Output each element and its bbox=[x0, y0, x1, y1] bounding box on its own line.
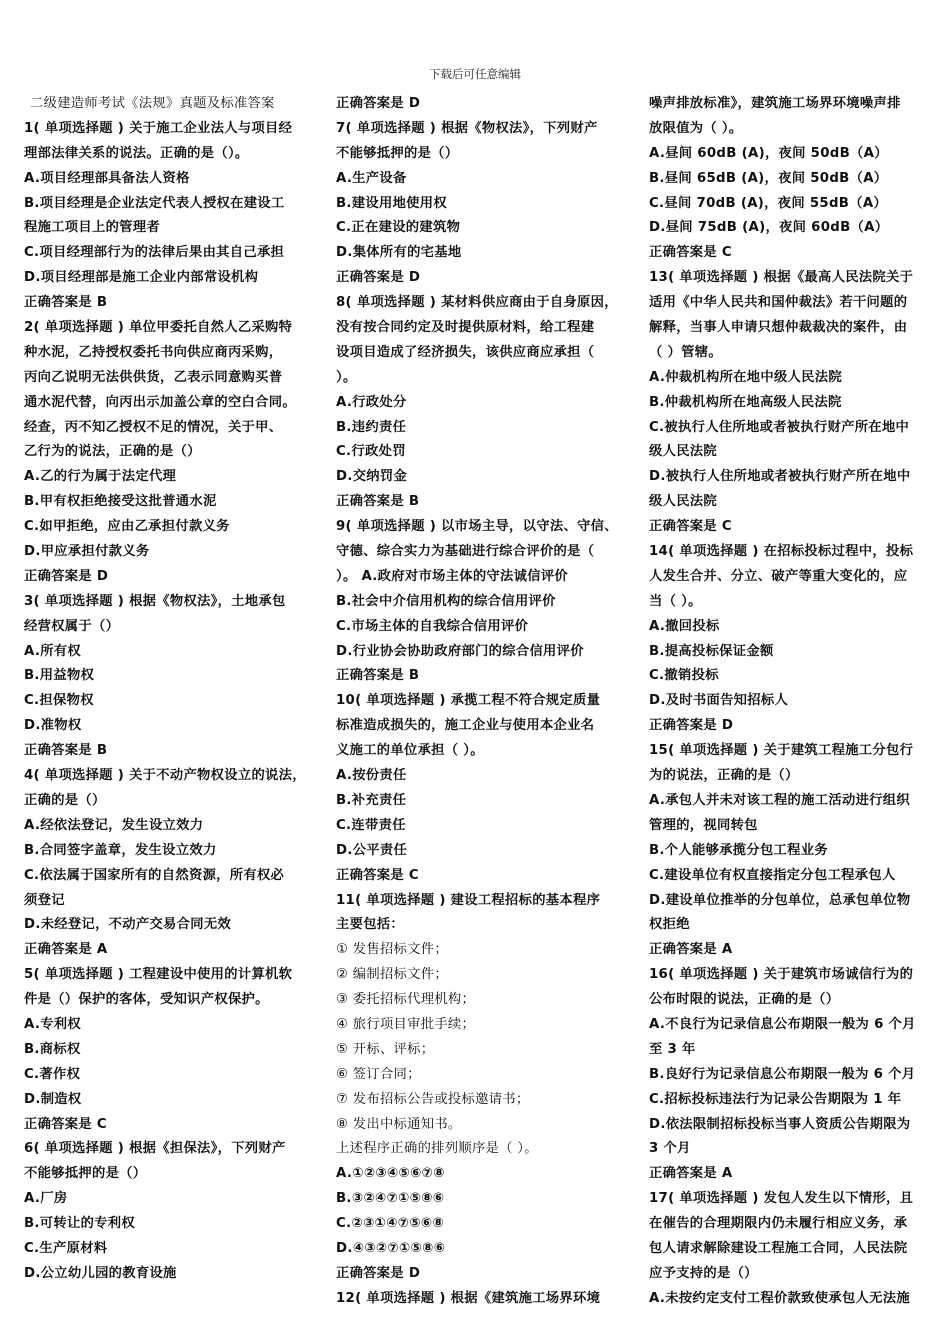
text-line: 丙向乙说明无法供供货，乙表示同意购买普 bbox=[24, 369, 283, 385]
text-line: 正确的是（） bbox=[24, 792, 106, 808]
text-line: B.昼间 65dB (A)，夜间 50dB（A） bbox=[649, 170, 888, 186]
answer-line: 正确答案是 B bbox=[24, 743, 108, 759]
text-line: D.④③②⑦①⑤⑧⑥ bbox=[336, 1240, 446, 1256]
text-line: ⑧ 发出中标通知书。 bbox=[336, 1116, 462, 1132]
text-line: B.补充责任 bbox=[336, 792, 407, 808]
text-line: B.可转让的专利权 bbox=[24, 1216, 135, 1232]
text-line: 标准造成损失的，施工企业与使用本企业名 bbox=[336, 718, 595, 734]
text-line: ② 编制招标文件； bbox=[336, 967, 448, 983]
text-line: A.不良行为记录信息公布期限一般为 6 个月 bbox=[649, 1016, 916, 1032]
text-line: C.著作权 bbox=[24, 1066, 81, 1082]
text-line: 7( 单项选择题 ) 根据《物权法》，下列财产 bbox=[336, 120, 598, 136]
text-line: C.昼间 70dB (A)，夜间 55dB（A） bbox=[649, 195, 888, 211]
text-line: ⑥ 签订合同； bbox=[336, 1066, 421, 1082]
text-line: 至 3 年 bbox=[649, 1041, 696, 1057]
text-line: A.承包人并未对该工程的施工活动进行组织 bbox=[649, 792, 910, 808]
text-line: 适用《中华人民共和国仲裁法》若干问题的 bbox=[649, 295, 908, 311]
text-line: A.乙的行为属于法定代理 bbox=[24, 469, 177, 485]
text-line: C.行政处罚 bbox=[336, 444, 406, 460]
text-line: 包人请求解除建设工程施工合同，人民法院 bbox=[649, 1240, 908, 1256]
text-line: 3 个月 bbox=[649, 1141, 691, 1157]
text-line: C.招标投标违法行为记录公告期限为 1 年 bbox=[649, 1091, 902, 1107]
text-line: D.被执行人住所地或者被执行财产所在地中 bbox=[649, 469, 911, 485]
text-line: 13( 单项选择题 ) 根据《最高人民法院关于 bbox=[649, 270, 914, 286]
text-line: ）。 A.政府对市场主体的守法诚信评价 bbox=[336, 568, 569, 584]
text-line: B.社会中介信用机构的综合信用评价 bbox=[336, 593, 556, 609]
text-line: 4( 单项选择题 ) 关于不动产物权设立的说法， bbox=[24, 768, 306, 784]
text-line: ⑦ 发布招标公告或投标邀请书； bbox=[336, 1091, 530, 1107]
text-line: 16( 单项选择题 ) 关于建筑市场诚信行为的 bbox=[649, 967, 914, 983]
answer-line: 正确答案是 A bbox=[24, 942, 108, 958]
text-line: A.专利权 bbox=[24, 1016, 81, 1032]
text-line: A.撤回投标 bbox=[649, 618, 720, 634]
answer-line: 正确答案是 D bbox=[336, 270, 421, 286]
text-line: B.用益物权 bbox=[24, 668, 95, 684]
text-line: A.生产设备 bbox=[336, 170, 407, 186]
answer-line: 正确答案是 D bbox=[336, 96, 421, 111]
text-line: 人发生合并、分立、破产等重大变化的，应 bbox=[649, 568, 908, 584]
text-line: D.项目经理部是施工企业内部常设机构 bbox=[24, 270, 259, 286]
text-line: B.良好行为记录信息公布期限一般为 6 个月 bbox=[649, 1066, 916, 1082]
text-line: D.未经登记，不动产交易合同无效 bbox=[24, 917, 232, 933]
text-line: C.正在建设的建筑物 bbox=[336, 220, 461, 236]
text-line: 不能够抵押的是（） bbox=[336, 145, 459, 161]
text-line: 12( 单项选择题 ) 根据《建筑施工场界环境 bbox=[336, 1290, 601, 1306]
text-line: D.集体所有的宅基地 bbox=[336, 245, 462, 261]
text-line: A.行政处分 bbox=[336, 394, 407, 410]
text-line: B.合同签字盖章，发生设立效力 bbox=[24, 842, 217, 858]
text-line: 放限值为（ ）。 bbox=[649, 120, 743, 136]
text-line: 级人民法院 bbox=[649, 494, 717, 510]
text-line: ⑤ 开标、评标； bbox=[336, 1041, 435, 1057]
text-line: ③ 委托招标代理机构； bbox=[336, 992, 476, 1008]
text-line: C.担保物权 bbox=[24, 693, 94, 709]
text-line: C.市场主体的自我综合信用评价 bbox=[336, 618, 529, 634]
text-line: 17( 单项选择题 ) 发包人发生以下情形，且 bbox=[649, 1191, 914, 1207]
text-line: 15( 单项选择题 ) 关于建筑工程施工分包行 bbox=[649, 743, 914, 759]
text-line: D.交纳罚金 bbox=[336, 469, 408, 485]
text-line: C.被执行人住所地或者被执行财产所在地中 bbox=[649, 419, 910, 435]
text-line: D.制造权 bbox=[24, 1091, 82, 1107]
text-line: D.昼间 75dB (A)，夜间 60dB（A） bbox=[649, 220, 889, 236]
text-line: B.建设用地使用权 bbox=[336, 195, 447, 211]
text-line: 5( 单项选择题 ) 工程建设中使用的计算机软 bbox=[24, 967, 293, 983]
text-line: ① 发售招标文件； bbox=[336, 942, 448, 958]
text-line: D.及时书面告知招标人 bbox=[649, 693, 789, 709]
text-line: C.连带责任 bbox=[336, 817, 406, 833]
text-line: 3( 单项选择题 ) 根据《物权法》，土地承包 bbox=[24, 593, 286, 609]
text-line: A.昼间 60dB (A)，夜间 50dB（A） bbox=[649, 145, 888, 161]
text-line: A.项目经理部具备法人资格 bbox=[24, 170, 190, 186]
text-line: D.建设单位推举的分包单位，总承包单位物 bbox=[649, 892, 911, 908]
text-line: 当（ ）。 bbox=[649, 593, 702, 609]
document-title: 二级建造师考试《法规》真题及标准答案 bbox=[30, 96, 275, 111]
text-line: 经营权属于（） bbox=[24, 618, 120, 634]
text-line: 11( 单项选择题 ) 建设工程招标的基本程序 bbox=[336, 892, 601, 908]
text-column-right bbox=[649, 92, 941, 1312]
text-line: （ ）管辖。 bbox=[649, 344, 722, 360]
answer-line: 正确答案是 B bbox=[336, 494, 420, 510]
answer-line: 正确答案是 B bbox=[24, 295, 108, 311]
text-line: A.①②③④⑤⑥⑦⑧ bbox=[336, 1166, 445, 1182]
text-line: 乙行为的说法，正确的是（） bbox=[24, 444, 201, 460]
text-line: B.个人能够承揽分包工程业务 bbox=[649, 842, 828, 858]
text-line: B.项目经理是企业法定代表人授权在建设工 bbox=[24, 195, 285, 211]
text-line: A.按份责任 bbox=[336, 768, 407, 784]
text-line: 没有按合同约定及时提供原材料，给工程建 bbox=[336, 320, 595, 336]
text-line: 上述程序正确的排列顺序是（ ）。 bbox=[336, 1141, 538, 1157]
text-line: C.如甲拒绝，应由乙承担付款义务 bbox=[24, 519, 230, 535]
text-line: D.依法限制招标投标当事人资质公告期限为 bbox=[649, 1116, 911, 1132]
text-line: B.提高投标保证金额 bbox=[649, 643, 774, 659]
text-line: 公布时限的说法，正确的是（） bbox=[649, 992, 840, 1008]
text-line: 须登记 bbox=[24, 892, 65, 908]
text-line: 噪声排放标准》，建筑施工场界环境噪声排 bbox=[649, 96, 901, 111]
text-line: 管理的，视同转包 bbox=[649, 817, 758, 833]
text-line: 不能够抵押的是（） bbox=[24, 1166, 147, 1182]
text-line: B.商标权 bbox=[24, 1041, 81, 1057]
answer-line: 正确答案是 A bbox=[649, 1166, 733, 1182]
text-line: B.违约责任 bbox=[336, 419, 407, 435]
text-line: C.②③①④⑦⑤⑥⑧ bbox=[336, 1216, 444, 1232]
text-line: C.撤销投标 bbox=[649, 668, 719, 684]
answer-line: 正确答案是 D bbox=[649, 718, 734, 734]
text-line: A.经依法登记，发生设立效力 bbox=[24, 817, 204, 833]
text-line: ④ 旅行项目审批手续； bbox=[336, 1016, 476, 1032]
text-line: 6( 单项选择题 ) 根据《担保法》，下列财产 bbox=[24, 1141, 286, 1157]
text-line: 10( 单项选择题 ) 承揽工程不符合规定质量 bbox=[336, 693, 601, 709]
text-line: D.行业协会协助政府部门的综合信用评价 bbox=[336, 643, 584, 659]
text-line: 解释，当事人申请只想仲裁裁决的案件，由 bbox=[649, 320, 908, 336]
text-line: 义施工的单位承担（ ）。 bbox=[336, 743, 484, 759]
text-line: C.依法属于国家所有的自然资源，所有权必 bbox=[24, 867, 285, 883]
text-line: 通水泥代替，向丙出示加盖公章的空白合同。 bbox=[24, 394, 296, 410]
text-line: B.甲有权拒绝接受这批普通水泥 bbox=[24, 494, 217, 510]
text-line: 8( 单项选择题 ) 某材料供应商由于自身原因， bbox=[336, 295, 618, 311]
text-line: A.未按约定支付工程价款致使承包人无法施 bbox=[649, 1290, 910, 1306]
text-line: D.公立幼儿园的教育设施 bbox=[24, 1265, 177, 1281]
answer-line: 正确答案是 C bbox=[24, 1116, 107, 1132]
text-line: ）。 bbox=[336, 369, 357, 385]
text-line: 主要包括： bbox=[336, 917, 404, 933]
text-line: A.仲裁机构所在地中级人民法院 bbox=[649, 369, 842, 385]
text-line: 1( 单项选择题 ) 关于施工企业法人与项目经 bbox=[24, 120, 293, 136]
text-line: 理部法律关系的说法。正确的是（）。 bbox=[24, 145, 249, 161]
text-line: D.准物权 bbox=[24, 718, 82, 734]
text-line: C.生产原材料 bbox=[24, 1240, 108, 1256]
text-line: 程施工项目上的管理者 bbox=[24, 220, 160, 236]
text-line: 设项目造成了经济损失，该供应商应承担（ bbox=[336, 344, 595, 360]
text-line: D.甲应承担付款义务 bbox=[24, 544, 150, 560]
text-line: C.建设单位有权直接指定分包工程承包人 bbox=[649, 867, 896, 883]
text-line: A.厂房 bbox=[24, 1191, 68, 1207]
text-line: 权拒绝 bbox=[649, 917, 690, 933]
text-line: A.所有权 bbox=[24, 643, 81, 659]
answer-line: 正确答案是 C bbox=[336, 867, 419, 883]
text-line: 级人民法院 bbox=[649, 444, 717, 460]
text-line: 在催告的合理期限内仍未履行相应义务，承 bbox=[649, 1216, 908, 1232]
text-line: D.公平责任 bbox=[336, 842, 408, 858]
text-line: 守德、综合实力为基础进行综合评价的是（ bbox=[336, 544, 595, 560]
text-line: C.项目经理部行为的法律后果由其自己承担 bbox=[24, 245, 285, 261]
answer-line: 正确答案是 C bbox=[649, 519, 732, 535]
text-line: 14( 单项选择题 ) 在招标投标过程中，投标 bbox=[649, 544, 914, 560]
text-line: 为的说法，正确的是（） bbox=[649, 768, 799, 784]
text-line: 经查，丙不知乙授权不足的情况，关于甲、 bbox=[24, 419, 283, 435]
answer-line: 正确答案是 B bbox=[336, 668, 420, 684]
text-line: 种水泥，乙持授权委托书向供应商丙采购， bbox=[24, 344, 283, 360]
answer-line: 正确答案是 D bbox=[336, 1265, 421, 1281]
page-header: 下载后可任意编辑 bbox=[429, 67, 521, 81]
text-column-middle bbox=[336, 92, 628, 1312]
text-line: 9( 单项选择题 ) 以市场主导，以守法、守信、 bbox=[336, 519, 618, 535]
answer-line: 正确答案是 D bbox=[24, 568, 109, 584]
text-column-left bbox=[24, 92, 316, 1287]
text-line: B.③②④⑦①⑤⑧⑥ bbox=[336, 1191, 445, 1207]
answer-line: 正确答案是 C bbox=[649, 245, 732, 261]
answer-line: 正确答案是 A bbox=[649, 942, 733, 958]
text-line: 件是（）保护的客体，受知识产权保护。 bbox=[24, 992, 269, 1008]
text-line: 2( 单项选择题 ) 单位甲委托自然人乙采购特 bbox=[24, 320, 293, 336]
text-line: B.仲裁机构所在地高级人民法院 bbox=[649, 394, 842, 410]
text-line: 应予支持的是（） bbox=[649, 1265, 758, 1281]
